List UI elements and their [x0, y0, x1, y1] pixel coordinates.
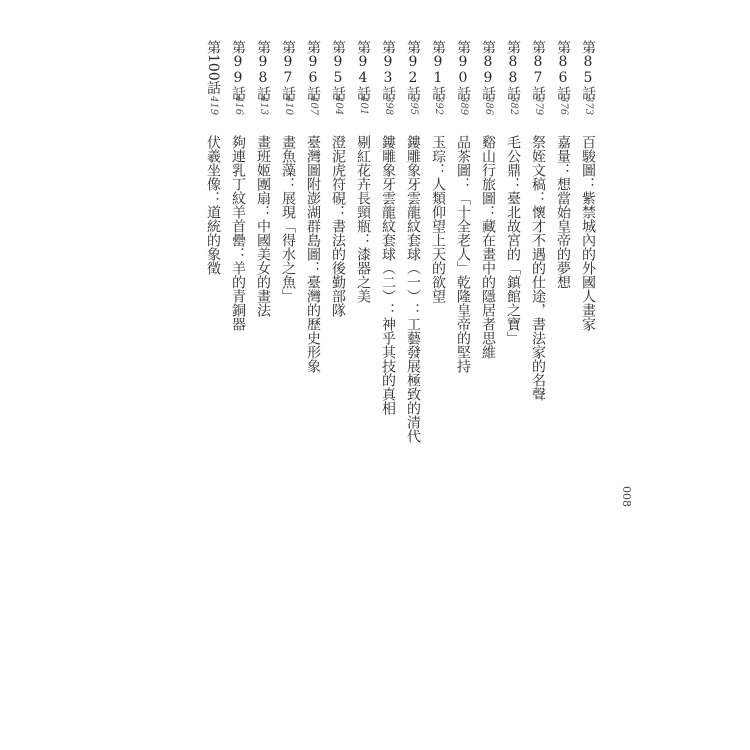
page-number: 401	[358, 96, 369, 116]
page-number: 389	[458, 96, 469, 116]
page-number: 413	[258, 96, 269, 116]
chapter-title: 臺灣圖附澎湖群島圖：臺灣的歷史形象	[305, 135, 321, 373]
page-number: 416	[233, 96, 244, 116]
page-number: 404	[333, 96, 344, 116]
page-number: 395	[408, 96, 419, 116]
chapter-title: 鏤雕象牙雲龍紋套球（二）：神乎其技的真相	[380, 135, 396, 415]
page-number: 376	[558, 96, 569, 116]
chapter-title: 鏤雕象牙雲龍紋套球（一）：工藝發展極致的清代	[405, 135, 421, 443]
chapter-label: 第100話	[205, 40, 221, 95]
chapter-label: 第94話	[355, 40, 371, 100]
chapter-label: 第95話	[330, 40, 346, 100]
chapter-title: 夠連乳丁紋羊首罍：羊的青銅器	[230, 135, 246, 331]
chapter-label: 第98話	[255, 40, 271, 100]
chapter-title: 伏羲坐像：道統的象徵	[205, 135, 221, 275]
chapter-label: 第88話	[505, 40, 521, 100]
page-number: 410	[283, 96, 294, 116]
chapter-label: 第91話	[430, 40, 446, 100]
chapter-title: 玉琮：人類仰望上天的欲望	[430, 135, 446, 303]
page-number: 398	[383, 96, 394, 116]
chapter-label: 第97話	[280, 40, 296, 100]
chapter-title: 百駿圖：紫禁城內的外國人畫家	[580, 135, 596, 331]
chapter-title: 品茶圖：「十全老人」乾隆皇帝的堅持	[455, 135, 471, 373]
chapter-label: 第85話	[580, 40, 596, 100]
chapter-title: 谿山行旅圖：藏在畫中的隱居者思維	[480, 135, 496, 359]
page-number: 386	[483, 96, 494, 116]
page-number: 373	[583, 96, 594, 116]
chapter-label: 第89話	[480, 40, 496, 100]
page-number: 382	[508, 96, 519, 116]
chapter-label: 第96話	[305, 40, 321, 100]
chapter-label: 第99話	[230, 40, 246, 100]
page-number: 419	[208, 96, 219, 116]
chapter-label: 第92話	[405, 40, 421, 100]
chapter-title: 澄泥虎符硯：書法的後勤部隊	[330, 135, 346, 317]
chapter-title: 祭姪文稿：懷才不遇的仕途，書法家的名聲	[530, 135, 546, 401]
chapter-label: 第86話	[555, 40, 571, 100]
chapter-label: 第90話	[455, 40, 471, 100]
chapter-title: 剔紅花卉長頸瓶：漆器之美	[355, 135, 371, 303]
page-number: 392	[433, 96, 444, 116]
page-number: 407	[308, 96, 319, 116]
chapter-label: 第87話	[530, 40, 546, 100]
chapter-label: 第93話	[380, 40, 396, 100]
page-folio: 008	[620, 486, 633, 507]
chapter-title: 嘉量：想當始皇帝的夢想	[555, 135, 571, 289]
chapter-title: 畫魚藻：展現「得水之魚」	[280, 135, 296, 303]
chapter-title: 畫班姬團扇：中國美女的畫法	[255, 135, 271, 317]
page-number: 379	[533, 96, 544, 116]
chapter-title: 毛公鼎：臺北故宮的「鎮館之寶」	[505, 135, 521, 345]
